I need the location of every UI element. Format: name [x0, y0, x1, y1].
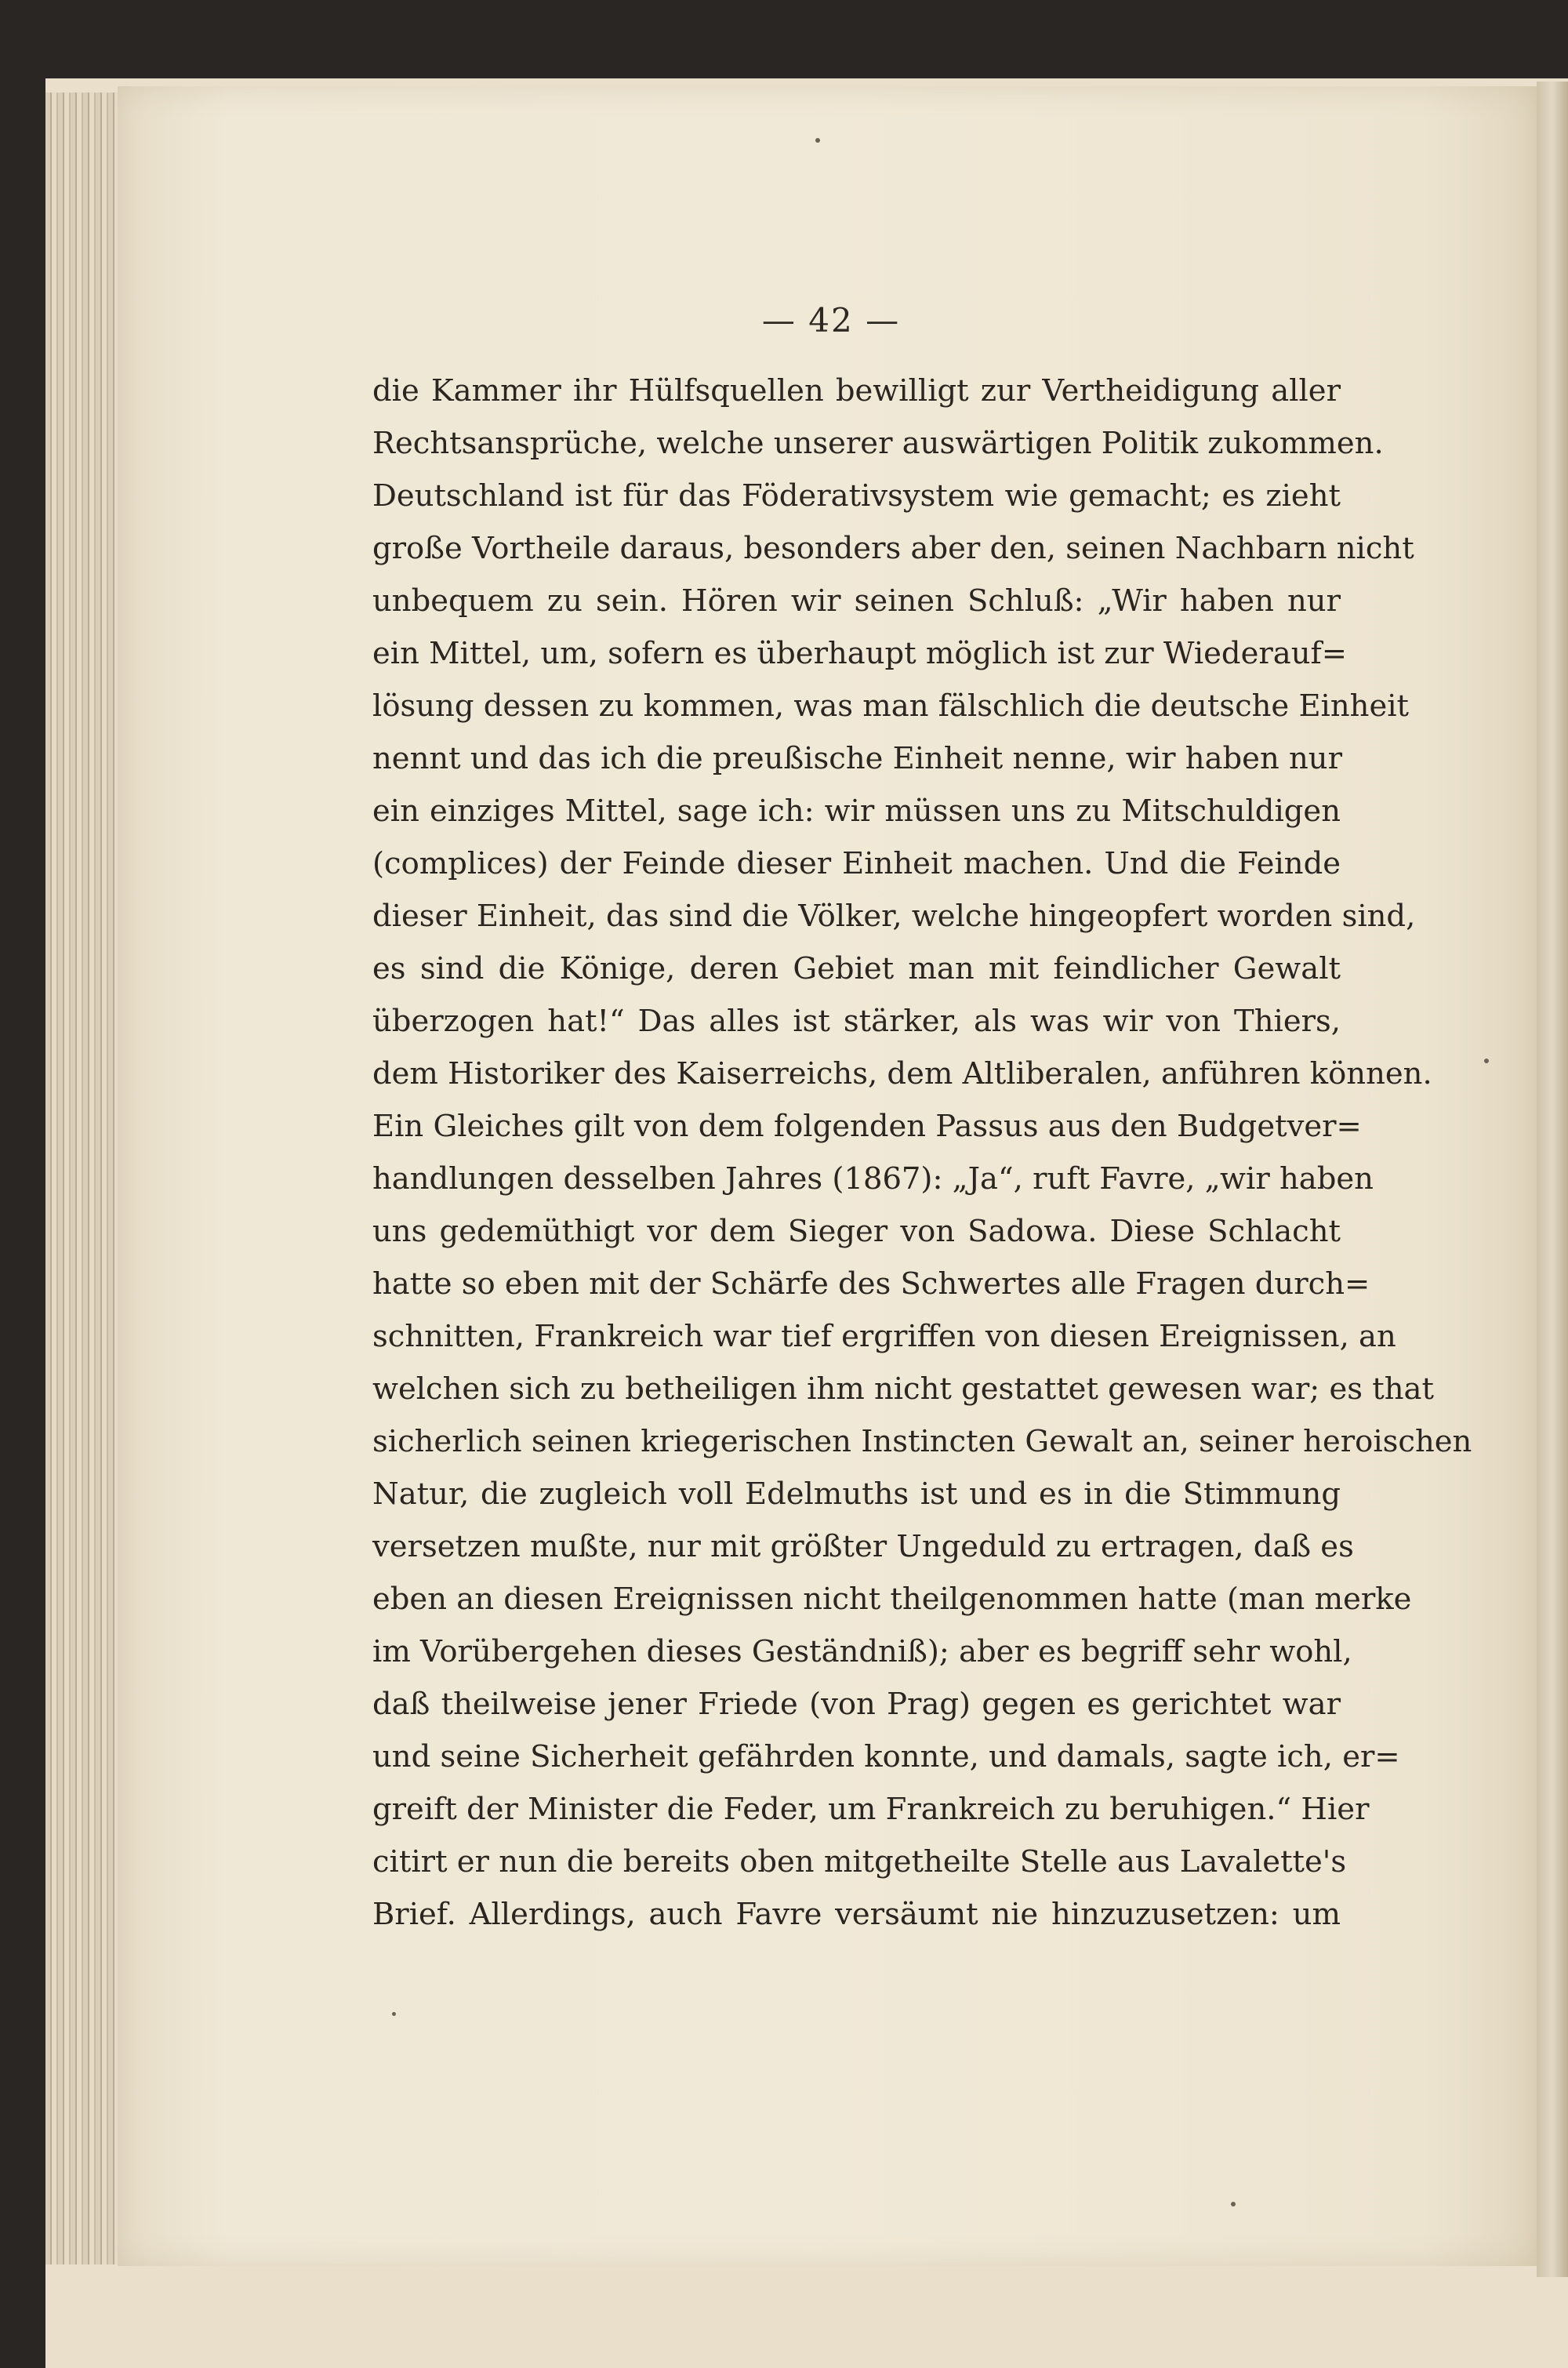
text-line: Rechtsansprüche, welche unserer auswärtigen Politik zukommen. — [372, 426, 1384, 461]
text-line: ein Mittel, um, sofern es überhaupt möglich ist zur Wiederauf= — [372, 636, 1348, 671]
text-line: unbequem zu sein. Hören wir seinen Schluß: „Wir haben nur — [372, 583, 1341, 619]
text-line: Natur, die zugleich voll Edelmuths ist und es in die Stimmung — [372, 1476, 1341, 1512]
text-line: Deutschland ist für das Föderativsystem wie gemacht; es zieht — [372, 478, 1341, 514]
body-text — [372, 365, 1472, 1941]
text-line: greift der Minister die Feder, um Frankreich zu beruhigen.“ Hier — [372, 1792, 1370, 1827]
text-line: große Vortheile daraus, besonders aber den, seinen Nachbarn nicht — [372, 531, 1414, 566]
text-line: handlungen desselben Jahres (1867): „Ja“, ruft Favre, „wir haben — [372, 1161, 1374, 1197]
text-line: welchen sich zu betheiligen ihm nicht gestattet gewesen war; es that — [372, 1371, 1434, 1407]
text-line: dieser Einheit, das sind die Völker, welche hingeopfert worden sind, — [372, 899, 1416, 934]
text-line: Ein Gleiches gilt von dem folgenden Passus aus den Budgetver= — [372, 1109, 1362, 1144]
text-line: im Vorübergehen dieses Geständniß); aber es begriff sehr wohl, — [372, 1634, 1352, 1669]
text-line: schnitten, Frankreich war tief ergriffen von diesen Ereignissen, an — [372, 1319, 1396, 1354]
text-line: citirt er nun die bereits oben mitgetheilte Stelle aus Lavalette's — [372, 1844, 1347, 1880]
text-line: ein einziges Mittel, sage ich: wir müssen uns zu Mitschuldigen — [372, 794, 1341, 829]
stacked-page-edges — [45, 93, 125, 2264]
text-line: (complices) der Feinde dieser Einheit machen. Und die Feinde — [372, 846, 1341, 881]
text-line: Brief. Allerdings, auch Favre versäumt nie hinzuzusetzen: um — [372, 1897, 1341, 1932]
right-page-edge — [1537, 82, 1568, 2277]
text-line: lösung dessen zu kommen, was man fälschlich die deutsche Einheit — [372, 688, 1410, 724]
text-line: und seine Sicherheit gefährden konnte, und damals, sagte ich, er= — [372, 1739, 1400, 1774]
text-line: uns gedemüthigt vor dem Sieger von Sadowa. Diese Schlacht — [372, 1214, 1341, 1249]
paper-speck — [392, 2012, 396, 2016]
text-line: dem Historiker des Kaiserreichs, dem Altliberalen, anführen können. — [372, 1056, 1432, 1091]
text-line: eben an diesen Ereignissen nicht theilgenommen hatte (man merke — [372, 1582, 1412, 1617]
paper-speck — [815, 138, 820, 143]
text-line: überzogen hat!“ Das alles ist stärker, als was wir von Thiers, — [372, 1004, 1341, 1039]
page-number: — 42 — — [761, 301, 901, 340]
text-line: die Kammer ihr Hülfsquellen bewilligt zur Vertheidigung aller — [372, 373, 1341, 409]
paper-speck — [1484, 1059, 1489, 1063]
text-line: nennt und das ich die preußische Einheit nenne, wir haben nur — [372, 741, 1343, 776]
text-line: hatte so eben mit der Schärfe des Schwertes alle Fragen durch= — [372, 1266, 1370, 1302]
text-line: versetzen mußte, nur mit größter Ungeduld zu ertragen, daß es — [372, 1529, 1354, 1564]
paper-speck — [1231, 2202, 1236, 2206]
text-line: es sind die Könige, deren Gebiet man mit feindlicher Gewalt — [372, 951, 1341, 986]
text-line: daß theilweise jener Friede (von Prag) gegen es gerichtet war — [372, 1687, 1341, 1722]
text-line: sicherlich seinen kriegerischen Instincten Gewalt an, seiner heroischen — [372, 1424, 1472, 1459]
